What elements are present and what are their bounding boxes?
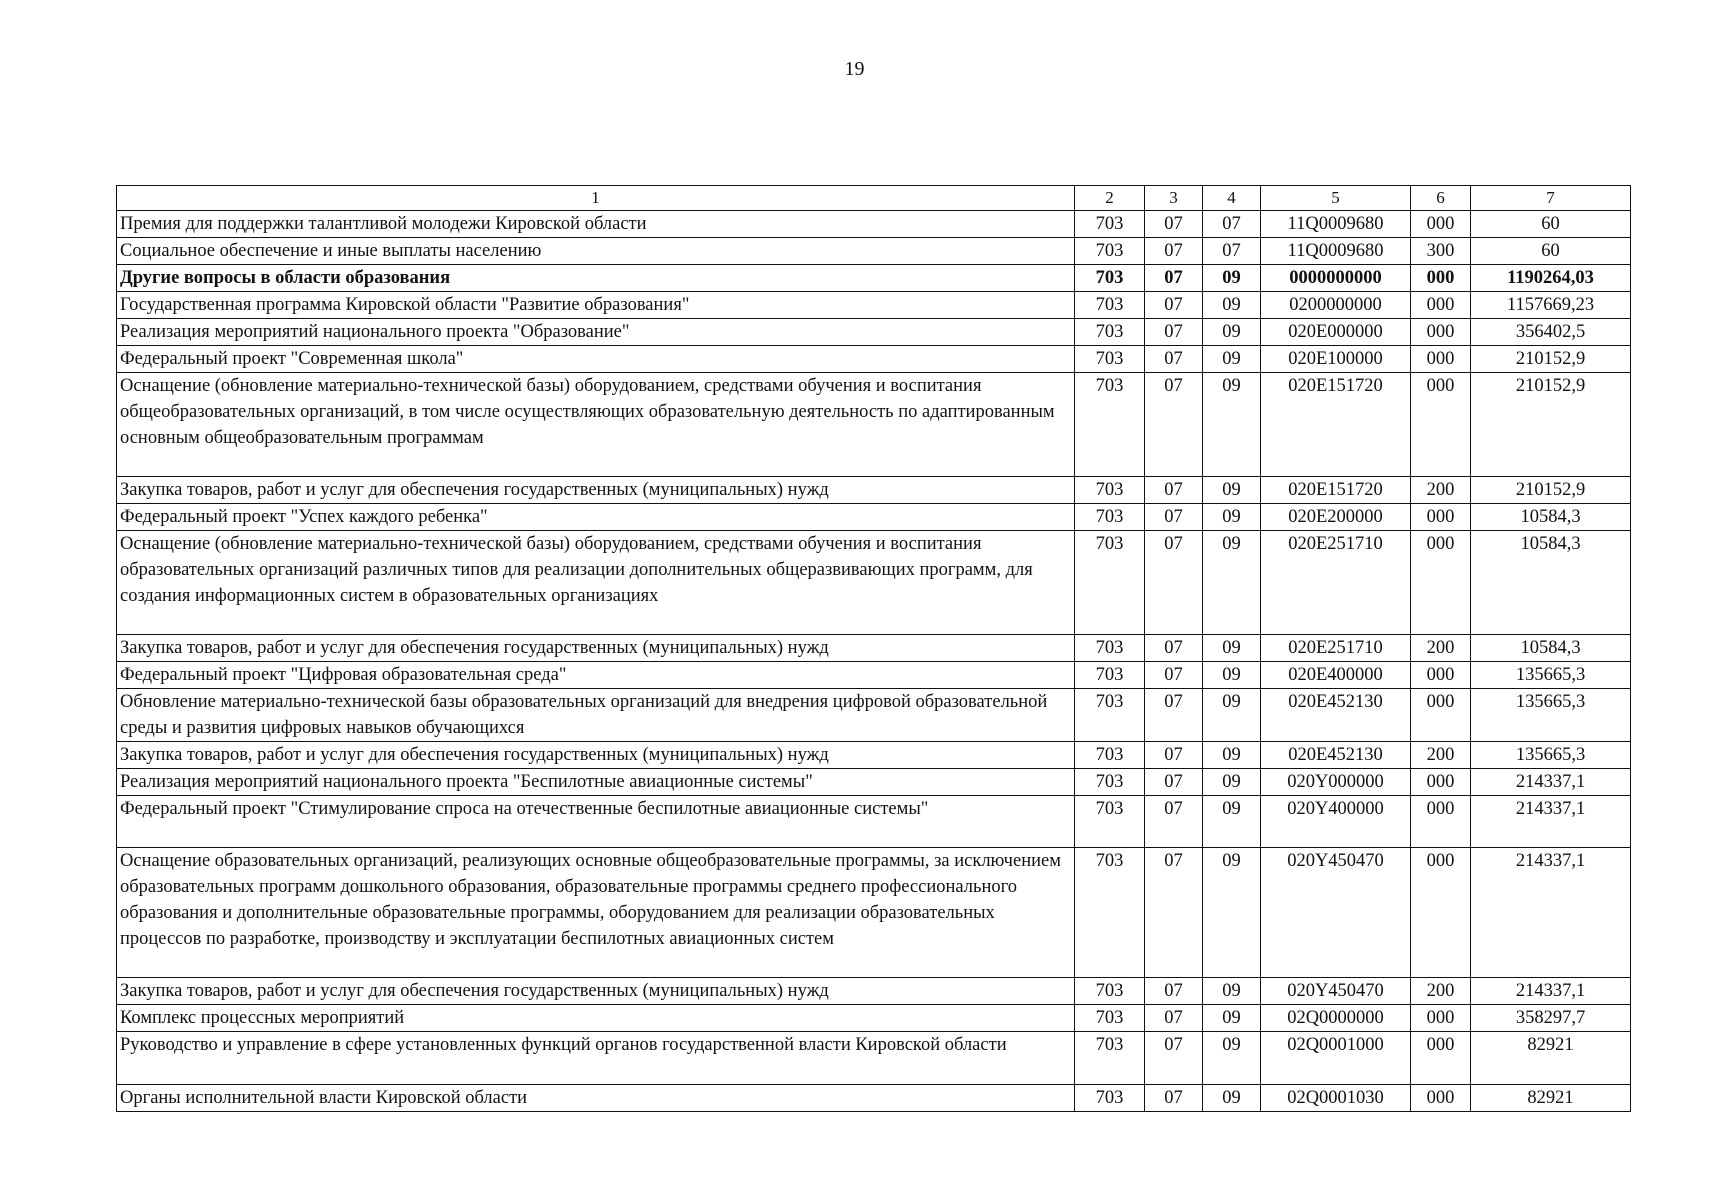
- division-code-cell: 07: [1145, 848, 1203, 978]
- target-article-cell: 11Q0009680: [1261, 238, 1411, 265]
- subdivision-code-cell: 07: [1203, 211, 1261, 238]
- table-row: [117, 769, 1631, 796]
- amount-cell: 210152,9: [1471, 477, 1631, 504]
- division-code-cell: 07: [1145, 265, 1203, 292]
- target-article-cell: 02Q0001030: [1261, 1085, 1411, 1112]
- table-row: [117, 319, 1631, 346]
- section-code-cell: 703: [1075, 662, 1145, 689]
- table-row: [117, 292, 1631, 319]
- row-name-cell: Федеральный проект "Успех каждого ребенка": [117, 504, 1075, 531]
- section-code-cell: 703: [1075, 769, 1145, 796]
- header-cell: 2: [1075, 186, 1145, 211]
- expense-type-cell: 000: [1411, 265, 1471, 292]
- division-code-cell: 07: [1145, 504, 1203, 531]
- row-name-cell: Обновление материально-технической базы образовательных организаций для внедрения цифровой образовательной среды и развития цифровых навыков обучающихся: [117, 689, 1075, 742]
- amount-cell: 214337,1: [1471, 769, 1631, 796]
- division-code-cell: 07: [1145, 1005, 1203, 1032]
- target-article-cell: 02Q0000000: [1261, 1005, 1411, 1032]
- budget-table: [116, 185, 1631, 1112]
- amount-cell: 1190264,03: [1471, 265, 1631, 292]
- subdivision-code-cell: 09: [1203, 1085, 1261, 1112]
- section-code-cell: 703: [1075, 1032, 1145, 1085]
- header-cell: 4: [1203, 186, 1261, 211]
- table-row: [117, 346, 1631, 373]
- target-article-cell: 020E200000: [1261, 504, 1411, 531]
- target-article-cell: 020E400000: [1261, 662, 1411, 689]
- target-article-cell: 11Q0009680: [1261, 211, 1411, 238]
- subdivision-code-cell: 09: [1203, 662, 1261, 689]
- amount-cell: 135665,3: [1471, 742, 1631, 769]
- division-code-cell: 07: [1145, 477, 1203, 504]
- expense-type-cell: 000: [1411, 504, 1471, 531]
- row-name-cell: Социальное обеспечение и иные выплаты населению: [117, 238, 1075, 265]
- section-code-cell: 703: [1075, 477, 1145, 504]
- header-cell: 7: [1471, 186, 1631, 211]
- expense-type-cell: 000: [1411, 319, 1471, 346]
- target-article-cell: 020E452130: [1261, 742, 1411, 769]
- target-article-cell: 020Y000000: [1261, 769, 1411, 796]
- expense-type-cell: 000: [1411, 292, 1471, 319]
- amount-cell: 214337,1: [1471, 796, 1631, 848]
- division-code-cell: 07: [1145, 689, 1203, 742]
- row-name-cell: Федеральный проект "Стимулирование спроса на отечественные беспилотные авиационные системы": [117, 796, 1075, 848]
- section-code-cell: 703: [1075, 689, 1145, 742]
- header-cell: 6: [1411, 186, 1471, 211]
- header-row: [117, 186, 1631, 211]
- row-name-cell: Закупка товаров, работ и услуг для обеспечения государственных (муниципальных) нужд: [117, 477, 1075, 504]
- division-code-cell: 07: [1145, 1032, 1203, 1085]
- target-article-cell: 020Y450470: [1261, 848, 1411, 978]
- target-article-cell: 020Y450470: [1261, 978, 1411, 1005]
- expense-type-cell: 000: [1411, 769, 1471, 796]
- section-code-cell: 703: [1075, 635, 1145, 662]
- table-row: [117, 848, 1631, 978]
- row-name-cell: Государственная программа Кировской области "Развитие образования": [117, 292, 1075, 319]
- amount-cell: 60: [1471, 211, 1631, 238]
- subdivision-code-cell: 09: [1203, 504, 1261, 531]
- subdivision-code-cell: 09: [1203, 742, 1261, 769]
- subdivision-code-cell: 09: [1203, 292, 1261, 319]
- expense-type-cell: 200: [1411, 978, 1471, 1005]
- table-row: [117, 1085, 1631, 1112]
- section-code-cell: 703: [1075, 742, 1145, 769]
- table-row: [117, 238, 1631, 265]
- row-name-cell: Другие вопросы в области образования: [117, 265, 1075, 292]
- section-code-cell: 703: [1075, 848, 1145, 978]
- amount-cell: 358297,7: [1471, 1005, 1631, 1032]
- subdivision-code-cell: 09: [1203, 346, 1261, 373]
- target-article-cell: 020E151720: [1261, 373, 1411, 477]
- table-row: [117, 742, 1631, 769]
- expense-type-cell: 000: [1411, 1032, 1471, 1085]
- division-code-cell: 07: [1145, 635, 1203, 662]
- table-row: [117, 635, 1631, 662]
- table-row: [117, 504, 1631, 531]
- section-code-cell: 703: [1075, 211, 1145, 238]
- section-code-cell: 703: [1075, 292, 1145, 319]
- target-article-cell: 020E452130: [1261, 689, 1411, 742]
- row-name-cell: Оснащение (обновление материально-технической базы) оборудованием, средствами обучения и воспитания общеобразовательных организаций, в том числе осуществляющих образовательную деятельность по адаптированным основным общеобразовательным программам: [117, 373, 1075, 477]
- table-row: [117, 531, 1631, 635]
- table-row: [117, 265, 1631, 292]
- table-row: [117, 373, 1631, 477]
- section-code-cell: 703: [1075, 504, 1145, 531]
- division-code-cell: 07: [1145, 531, 1203, 635]
- row-name-cell: Реализация мероприятий национального проекта "Образование": [117, 319, 1075, 346]
- section-code-cell: 703: [1075, 796, 1145, 848]
- row-name-cell: Реализация мероприятий национального проекта "Беспилотные авиационные системы": [117, 769, 1075, 796]
- subdivision-code-cell: 09: [1203, 531, 1261, 635]
- row-name-cell: Органы исполнительной власти Кировской области: [117, 1085, 1075, 1112]
- division-code-cell: 07: [1145, 292, 1203, 319]
- subdivision-code-cell: 09: [1203, 978, 1261, 1005]
- section-code-cell: 703: [1075, 531, 1145, 635]
- table-body: [117, 211, 1631, 1112]
- division-code-cell: 07: [1145, 978, 1203, 1005]
- amount-cell: 135665,3: [1471, 689, 1631, 742]
- row-name-cell: Закупка товаров, работ и услуг для обеспечения государственных (муниципальных) нужд: [117, 978, 1075, 1005]
- row-name-cell: Руководство и управление в сфере установленных функций органов государственной власти Кировской области: [117, 1032, 1075, 1085]
- section-code-cell: 703: [1075, 319, 1145, 346]
- amount-cell: 214337,1: [1471, 978, 1631, 1005]
- row-name-cell: Закупка товаров, работ и услуг для обеспечения государственных (муниципальных) нужд: [117, 635, 1075, 662]
- amount-cell: 10584,3: [1471, 635, 1631, 662]
- amount-cell: 10584,3: [1471, 504, 1631, 531]
- division-code-cell: 07: [1145, 373, 1203, 477]
- table-row: [117, 796, 1631, 848]
- amount-cell: 356402,5: [1471, 319, 1631, 346]
- target-article-cell: 020E000000: [1261, 319, 1411, 346]
- division-code-cell: 07: [1145, 346, 1203, 373]
- subdivision-code-cell: 09: [1203, 265, 1261, 292]
- subdivision-code-cell: 09: [1203, 1032, 1261, 1085]
- expense-type-cell: 200: [1411, 742, 1471, 769]
- page-number: 19: [844, 58, 865, 80]
- amount-cell: 210152,9: [1471, 373, 1631, 477]
- expense-type-cell: 000: [1411, 1085, 1471, 1112]
- amount-cell: 214337,1: [1471, 848, 1631, 978]
- amount-cell: 82921: [1471, 1032, 1631, 1085]
- division-code-cell: 07: [1145, 1085, 1203, 1112]
- division-code-cell: 07: [1145, 319, 1203, 346]
- section-code-cell: 703: [1075, 373, 1145, 477]
- division-code-cell: 07: [1145, 211, 1203, 238]
- subdivision-code-cell: 07: [1203, 238, 1261, 265]
- row-name-cell: Оснащение образовательных организаций, реализующих основные общеобразовательные программы, за исключением образовательных программ дошкольного образования, образовательные программы среднего профессионального образования и дополнительные образовательные программы, оборудованием для реализации образовательных процессов по разработке, производству и эксплуатации беспилотных авиационных систем: [117, 848, 1075, 978]
- amount-cell: 135665,3: [1471, 662, 1631, 689]
- section-code-cell: 703: [1075, 1085, 1145, 1112]
- subdivision-code-cell: 09: [1203, 477, 1261, 504]
- expense-type-cell: 000: [1411, 373, 1471, 477]
- division-code-cell: 07: [1145, 742, 1203, 769]
- table-row: [117, 477, 1631, 504]
- subdivision-code-cell: 09: [1203, 319, 1261, 346]
- amount-cell: 10584,3: [1471, 531, 1631, 635]
- section-code-cell: 703: [1075, 238, 1145, 265]
- row-name-cell: Премия для поддержки талантливой молодежи Кировской области: [117, 211, 1075, 238]
- subdivision-code-cell: 09: [1203, 796, 1261, 848]
- expense-type-cell: 200: [1411, 635, 1471, 662]
- row-name-cell: Федеральный проект "Цифровая образовательная среда": [117, 662, 1075, 689]
- expense-type-cell: 000: [1411, 662, 1471, 689]
- section-code-cell: 703: [1075, 1005, 1145, 1032]
- target-article-cell: 0000000000: [1261, 265, 1411, 292]
- expense-type-cell: 000: [1411, 848, 1471, 978]
- header-cell: 1: [117, 186, 1075, 211]
- expense-type-cell: 000: [1411, 796, 1471, 848]
- subdivision-code-cell: 09: [1203, 1005, 1261, 1032]
- target-article-cell: 0200000000: [1261, 292, 1411, 319]
- expense-type-cell: 200: [1411, 477, 1471, 504]
- division-code-cell: 07: [1145, 769, 1203, 796]
- target-article-cell: 020E151720: [1261, 477, 1411, 504]
- section-code-cell: 703: [1075, 346, 1145, 373]
- expense-type-cell: 000: [1411, 689, 1471, 742]
- subdivision-code-cell: 09: [1203, 635, 1261, 662]
- expense-type-cell: 300: [1411, 238, 1471, 265]
- division-code-cell: 07: [1145, 796, 1203, 848]
- amount-cell: 60: [1471, 238, 1631, 265]
- division-code-cell: 07: [1145, 662, 1203, 689]
- target-article-cell: 020E251710: [1261, 531, 1411, 635]
- amount-cell: 82921: [1471, 1085, 1631, 1112]
- expense-type-cell: 000: [1411, 1005, 1471, 1032]
- table-row: [117, 689, 1631, 742]
- table-row: [117, 978, 1631, 1005]
- subdivision-code-cell: 09: [1203, 848, 1261, 978]
- target-article-cell: 020Y400000: [1261, 796, 1411, 848]
- amount-cell: 1157669,23: [1471, 292, 1631, 319]
- table-row: [117, 1005, 1631, 1032]
- subdivision-code-cell: 09: [1203, 769, 1261, 796]
- row-name-cell: Оснащение (обновление материально-технической базы) оборудованием, средствами обучения и воспитания образовательных организаций различных типов для реализации дополнительных общеразвивающих программ, для создания информационных систем в образовательных организациях: [117, 531, 1075, 635]
- section-code-cell: 703: [1075, 978, 1145, 1005]
- header-cell: 5: [1261, 186, 1411, 211]
- subdivision-code-cell: 09: [1203, 689, 1261, 742]
- division-code-cell: 07: [1145, 238, 1203, 265]
- table-row: [117, 211, 1631, 238]
- table-row: [117, 662, 1631, 689]
- header-cell: 3: [1145, 186, 1203, 211]
- section-code-cell: 703: [1075, 265, 1145, 292]
- expense-type-cell: 000: [1411, 346, 1471, 373]
- expense-type-cell: 000: [1411, 531, 1471, 635]
- target-article-cell: 02Q0001000: [1261, 1032, 1411, 1085]
- target-article-cell: 020E251710: [1261, 635, 1411, 662]
- expense-type-cell: 000: [1411, 211, 1471, 238]
- row-name-cell: Федеральный проект "Современная школа": [117, 346, 1075, 373]
- target-article-cell: 020E100000: [1261, 346, 1411, 373]
- amount-cell: 210152,9: [1471, 346, 1631, 373]
- table-row: [117, 1032, 1631, 1085]
- subdivision-code-cell: 09: [1203, 373, 1261, 477]
- row-name-cell: Комплекс процессных мероприятий: [117, 1005, 1075, 1032]
- row-name-cell: Закупка товаров, работ и услуг для обеспечения государственных (муниципальных) нужд: [117, 742, 1075, 769]
